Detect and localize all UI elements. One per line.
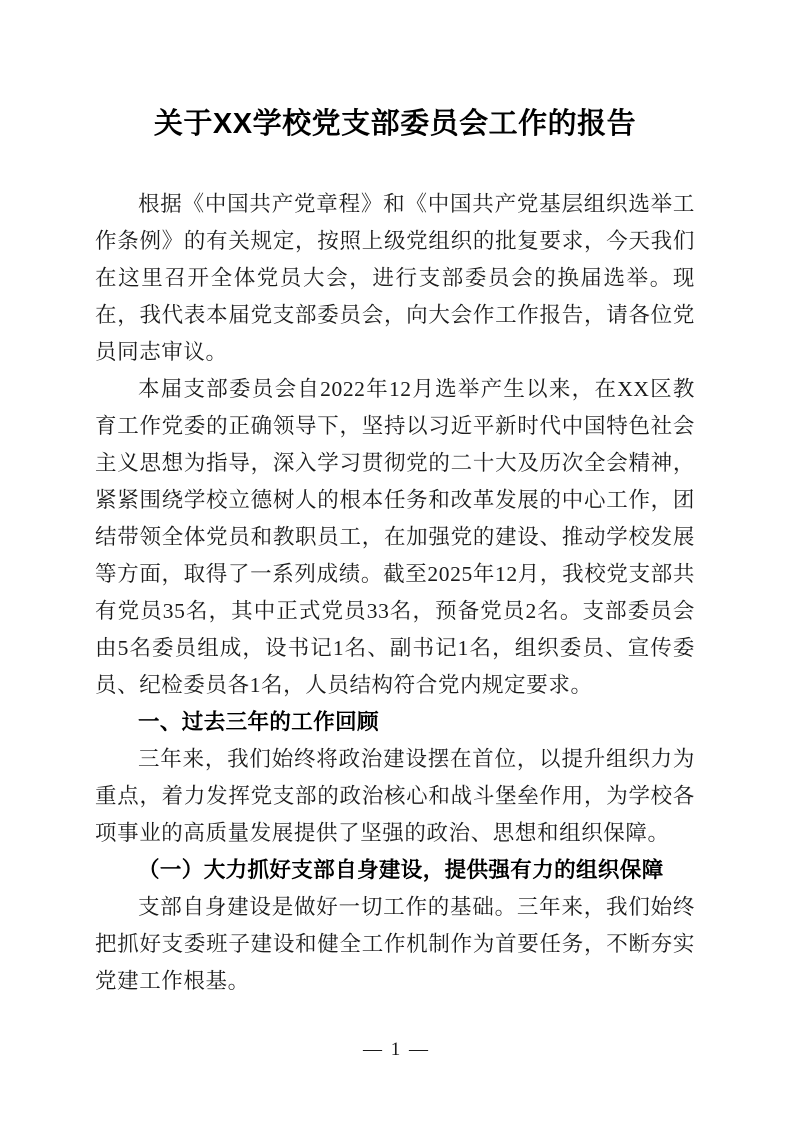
document-content	[95, 0, 695, 1000]
paragraph-1: 根据《中国共产党章程》和《中国共产党基层组织选举工作条例》的有关规定，按照上级党组织的批复要求，今天我们在这里召开全体党员大会，进行支部委员会的换届选举。现在，我代表本届党支部委员会，向大会作工作报告，请各位党员同志审议。	[95, 192, 695, 364]
paragraph-2: 本届支部委员会自2022年12月选举产生以来，在XX区教育工作党委的正确领导下，坚持以习近平新时代中国特色社会主义思想为指导，深入学习贯彻党的二十大及历次全会精神，紧紧围绕学校立德树人的根本任务和改革发展的中心工作，团结带领全体党员和教职员工，在加强党的建设、推动学校发展等方面，取得了一系列成绩。截至2025年12月，我校党支部共有党员35名，其中正式党员33名，预备党员2名。支部委员会由5名委员组成，设书记1名、副书记1名，组织委员、宣传委员、纪检委员各1名，人员结构符合党内规定要求。	[95, 377, 695, 697]
page-number-footer: — 1 —	[363, 1039, 430, 1060]
page-title: 关于XX学校党支部委员会工作的报告	[153, 108, 637, 140]
section-heading-1: 一、过去三年的工作回顾	[138, 710, 379, 734]
paragraph-3: 三年来，我们始终将政治建设摆在首位，以提升组织力为重点，着力发挥党支部的政治核心和战斗堡垒作用，为学校各项事业的高质量发展提供了坚强的政治、思想和组织保障。	[95, 747, 695, 845]
title-spacer	[95, 144, 695, 186]
subsection-heading-1-1: （一）大力抓好支部自身建设，提供强有力的组织保障	[138, 858, 664, 882]
paragraph-4: 支部自身建设是做好一切工作的基础。三年来，我们始终把抓好支委班子建设和健全工作机制作为首要任务，不断夯实党建工作根基。	[95, 895, 695, 993]
